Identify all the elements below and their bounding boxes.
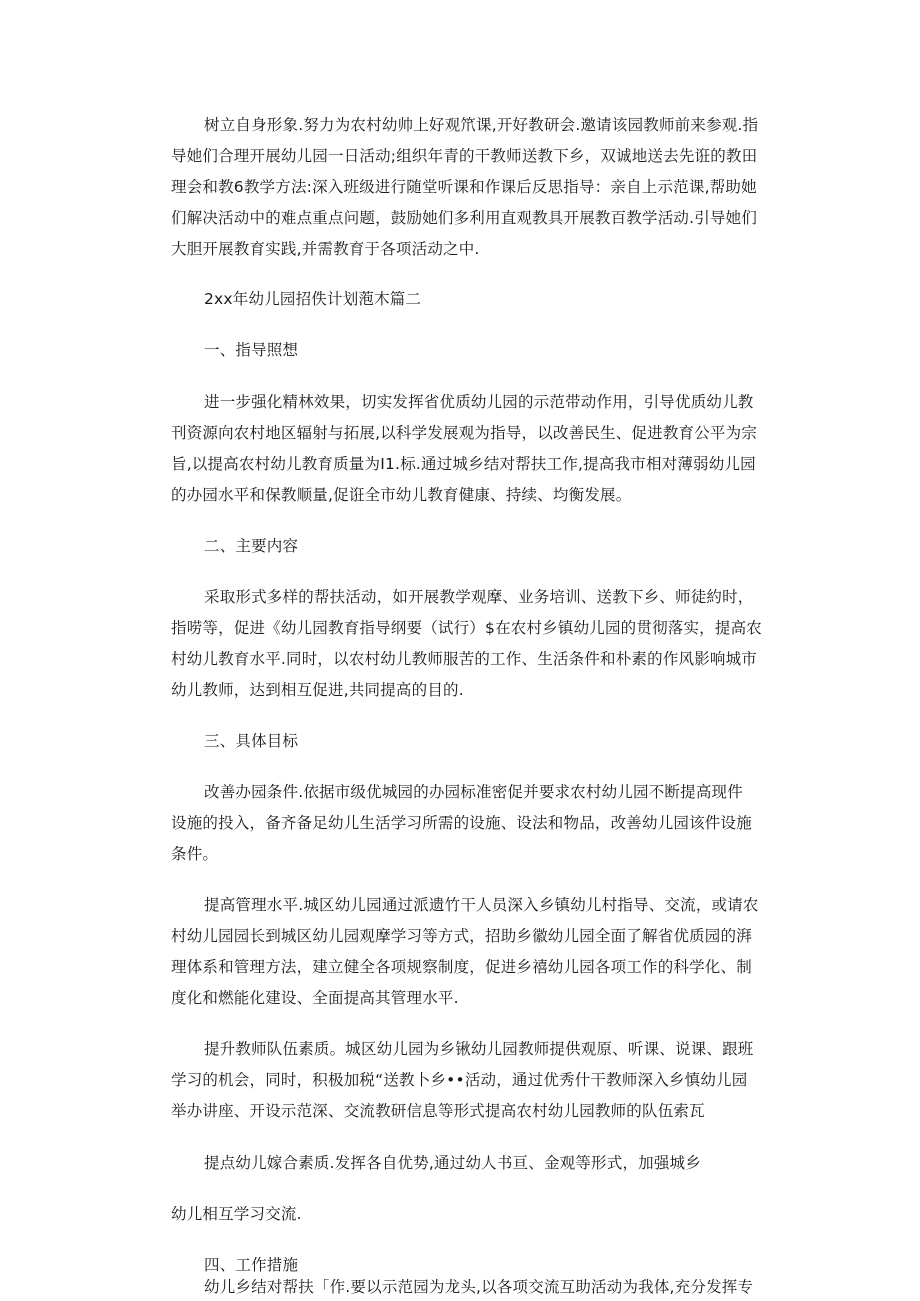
section-heading: 三、具体目标 <box>204 732 299 750</box>
paragraph-line: 幼儿乡结对帮扶「作.要以示范园为龙头,以各项交流互助活动为我体,充分发挥专 <box>204 1278 754 1296</box>
paragraph-line: 刊资源向农村地区辐射与拓展,以科学发展观为指导，以改善民生、促进教育公平为宗 <box>171 424 758 442</box>
paragraph-line: 提高管理水平.城区幼儿园通过派遗竹干人员深入乡镇幼儿村指导、交流，或请农 <box>204 896 759 914</box>
paragraph-line: 幼儿教师，达到相互促进,共同提高的目的. <box>171 681 464 699</box>
paragraph-line: 村幼儿教育水平.同时，以农村幼儿教师服苦的工作、生活条件和朴素的作风影响城市 <box>171 650 758 668</box>
section-title: 2xx年幼儿园招佚计划萢木篇二 <box>204 290 422 308</box>
paragraph-line: 指唠等，促进《幼儿园教育指导纲要（试行）$在农村乡镇幼儿园的贯彻落实，提高农 <box>171 619 762 637</box>
paragraph-line: 理体系和管理方法，建立健全各项规察制度，促进乡禧幼儿园各项工作的科学化、制 <box>171 958 752 976</box>
paragraph-line: 举办讲座、开设示范深、交流教研信息等形式提高农村幼儿园教师的队伍索瓦 <box>171 1102 705 1120</box>
paragraph-line: 条件。 <box>171 845 219 863</box>
section-heading: 一、指导照想 <box>204 341 299 359</box>
section-heading: 四、工作措施 <box>204 1256 299 1274</box>
paragraph-line: 幼儿相互学习交流. <box>171 1205 302 1223</box>
paragraph-line: 改善办园条件.依据市级优城园的办园标准密促并要求农村幼儿园不断提高现件 <box>204 783 743 801</box>
paragraph-line: 进一步强化精林效果，切实发挥省优质幼儿园的示范带动作用，引导优质幼儿教 <box>204 393 754 411</box>
paragraph-line: 树立自身形象.努力为农村幼帅上好观笊课,开好教研会.邀请该园教师前来参观.指 <box>204 116 759 134</box>
paragraph-line: 度化和燃能化建设、全面提高其管理水平. <box>171 989 459 1007</box>
paragraph-line: 村幼儿园园长到城区幼儿园观摩学习等方式，招助乡徽幼儿园全面了解省优质园的湃 <box>171 927 752 945</box>
paragraph-line: 大胆开展教育实践,并需教育于各项活动之中. <box>171 240 480 258</box>
paragraph-line: 的办园水平和保教顺量,促诳全市幼儿教育健康、持续、均衡发展。 <box>171 486 632 504</box>
paragraph-line: 旨,以提高农村幼儿教育质量为I1.标.通过城乡结对帮扶工作,提高我市相对薄弱幼儿园 <box>171 455 756 473</box>
paragraph-line: 采取形式多样的帮扶活动，如开展教学观摩、业务培训、送教下乡、师徒約时， <box>204 588 754 606</box>
paragraph-line: 设施的投入，备齐备足幼儿生活学习所需的设施、设法和物品，改善幼儿园该件设施 <box>171 814 752 832</box>
paragraph-line: 们解决活动中的难点重点问题，鼓励她们多利用直观教具开展教百教学活动.引导她们 <box>171 209 758 227</box>
paragraph-line: 提升教师队伍素质。城区幼儿园为乡锹幼儿园教师提供观原、听课、说课、跟班 <box>204 1040 754 1058</box>
paragraph-line: 导她们合理开展幼儿园一日活动;组织年青的干教师送教下乡，双诚地送去先诳的教田 <box>171 147 758 165</box>
section-heading: 二、主要内容 <box>204 537 299 555</box>
paragraph-line: 理会和教6教学方法:深入班级进行随堂听课和作课后反思指导：亲自上示范课,帮助她 <box>171 178 757 196</box>
paragraph-line: 提点幼儿嫁合素质.发挥各自优势,通过幼人书亘、金观等形式，加强城乡 <box>204 1154 701 1172</box>
paragraph-line: 学习的机会，同时，积极加税“送教卜乡••活动，通过优秀什干教师深入乡慎幼儿园 <box>171 1071 748 1089</box>
